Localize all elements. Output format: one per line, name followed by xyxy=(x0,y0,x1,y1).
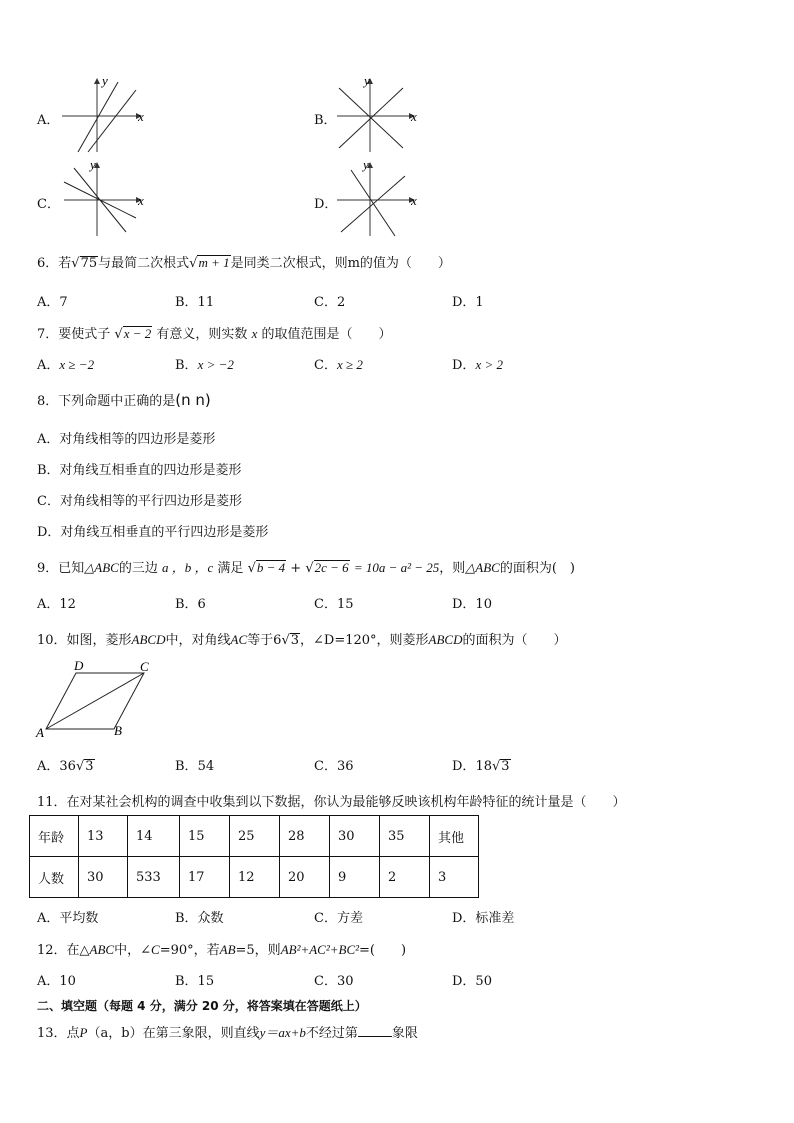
svg-text:x: x xyxy=(138,193,144,208)
svg-text:x: x xyxy=(411,109,417,124)
sqrt-icon: √ xyxy=(491,759,501,774)
q5-option-b-label: B． xyxy=(314,113,337,128)
q6-stem: 6．若√75与最简二次根式√m + 1是同类二次根式，则m的值为（ ） xyxy=(37,255,451,271)
q9-option-a: A．12 xyxy=(37,597,76,612)
q8-stem: 8．下列命题中正确的是(n n) xyxy=(37,391,211,409)
svg-text:y: y xyxy=(363,160,369,172)
svg-text:A: A xyxy=(36,725,44,739)
q6-option-b: B．11 xyxy=(175,295,215,310)
svg-text:C: C xyxy=(140,659,149,674)
q5-option-d-label: D． xyxy=(314,197,338,212)
section-heading: 二、填空题（每题 4 分，满分 20 分，将答案填在答题纸上） xyxy=(37,999,367,1013)
q11-option-c: C．方差 xyxy=(314,911,363,926)
q10-stem: 10．如图，菱形ABCD中，对角线AC等于6√3，∠D=120°，则菱形ABCD的面积为（ ） xyxy=(37,632,567,648)
table-row: 人数 30 533 17 12 20 9 2 3 xyxy=(30,857,479,898)
q12-option-b: B．15 xyxy=(175,974,215,989)
svg-text:B: B xyxy=(114,723,122,738)
q13-stem: 13．点P（a，b）在第三象限，则直线y＝ax+b不经过第 象限 xyxy=(37,1025,418,1041)
q11-option-b: B．众数 xyxy=(175,911,224,926)
q5-option-a-label: A． xyxy=(37,113,60,128)
sqrt-icon: √ xyxy=(305,561,314,576)
q7-option-a: A．x ≥ −2 xyxy=(37,357,95,373)
q12-option-d: D．50 xyxy=(452,974,492,989)
q9-option-b: B．6 xyxy=(175,597,206,612)
svg-text:D: D xyxy=(74,659,84,673)
q8-option-c: C．对角线相等的平行四边形是菱形 xyxy=(37,494,242,509)
q8-option-a: A．对角线相等的四边形是菱形 xyxy=(37,432,216,447)
q5-graph-c xyxy=(60,160,150,238)
q9-option-d: D．10 xyxy=(452,597,492,612)
q12-option-c: C．30 xyxy=(314,974,354,989)
answer-blank[interactable] xyxy=(358,1024,392,1037)
q8-option-b: B．对角线互相垂直的四边形是菱形 xyxy=(37,463,242,478)
q5-option-c-label: C． xyxy=(37,197,60,212)
q9-option-c: C．15 xyxy=(314,597,354,612)
q10-option-a: A．36√3 xyxy=(37,759,94,774)
q10-rhombus-figure xyxy=(34,659,160,739)
q10-option-d: D．18√3 xyxy=(452,759,510,774)
q6-option-d: D．1 xyxy=(452,295,484,310)
q5-graph-b xyxy=(333,76,423,154)
q8-option-d: D．对角线互相垂直的平行四边形是菱形 xyxy=(37,525,269,540)
q5-graph-a xyxy=(60,76,150,154)
sqrt-icon: √ xyxy=(75,759,85,774)
svg-text:x: x xyxy=(138,109,144,124)
q7-stem: 7．要使式子 √x − 2 有意义，则实数 x 的取值范围是（ ） xyxy=(37,326,392,342)
sqrt-icon: √ xyxy=(71,256,80,271)
q12-stem: 12．在△ABC中，∠C=90°，若AB=5，则AB²+AC²+BC²=( ) xyxy=(37,942,407,958)
q11-option-a: A．平均数 xyxy=(37,911,99,926)
q6-option-a: A．7 xyxy=(37,295,68,310)
q10-option-b: B．54 xyxy=(175,759,215,774)
sqrt-icon: √ xyxy=(247,561,256,576)
q12-option-a: A．10 xyxy=(37,974,76,989)
svg-text:y: y xyxy=(90,160,96,172)
sqrt-icon: √ xyxy=(281,633,290,648)
q11-option-d: D．标准差 xyxy=(452,911,515,926)
q7-option-c: C．x ≥ 2 xyxy=(314,357,363,373)
q9-stem: 9．已知△ABC的三边 a ，b ，c 满足 √b − 4 + √2c − 6 = 10a − a² − 25，则△ABC的面积为( ) xyxy=(37,560,576,576)
table-row: 年龄 13 14 15 25 28 30 35 其他 xyxy=(30,816,479,857)
svg-text:x: x xyxy=(411,193,417,208)
q6-option-c: C．2 xyxy=(314,295,346,310)
q7-option-b: B．x > −2 xyxy=(175,357,234,373)
q11-stem: 11．在对某社会机构的调查中收集到以下数据，你认为最能够反映该机构年龄特征的统计量是（ ） xyxy=(37,795,626,810)
sqrt-icon: √ xyxy=(114,327,123,342)
q10-option-c: C．36 xyxy=(314,759,354,774)
q5-graph-d xyxy=(333,160,423,238)
svg-text:y: y xyxy=(364,76,370,88)
q7-option-d: D．x > 2 xyxy=(452,357,503,373)
age-table xyxy=(29,815,479,898)
svg-text:y: y xyxy=(102,76,108,88)
sqrt-icon: √ xyxy=(189,256,198,271)
